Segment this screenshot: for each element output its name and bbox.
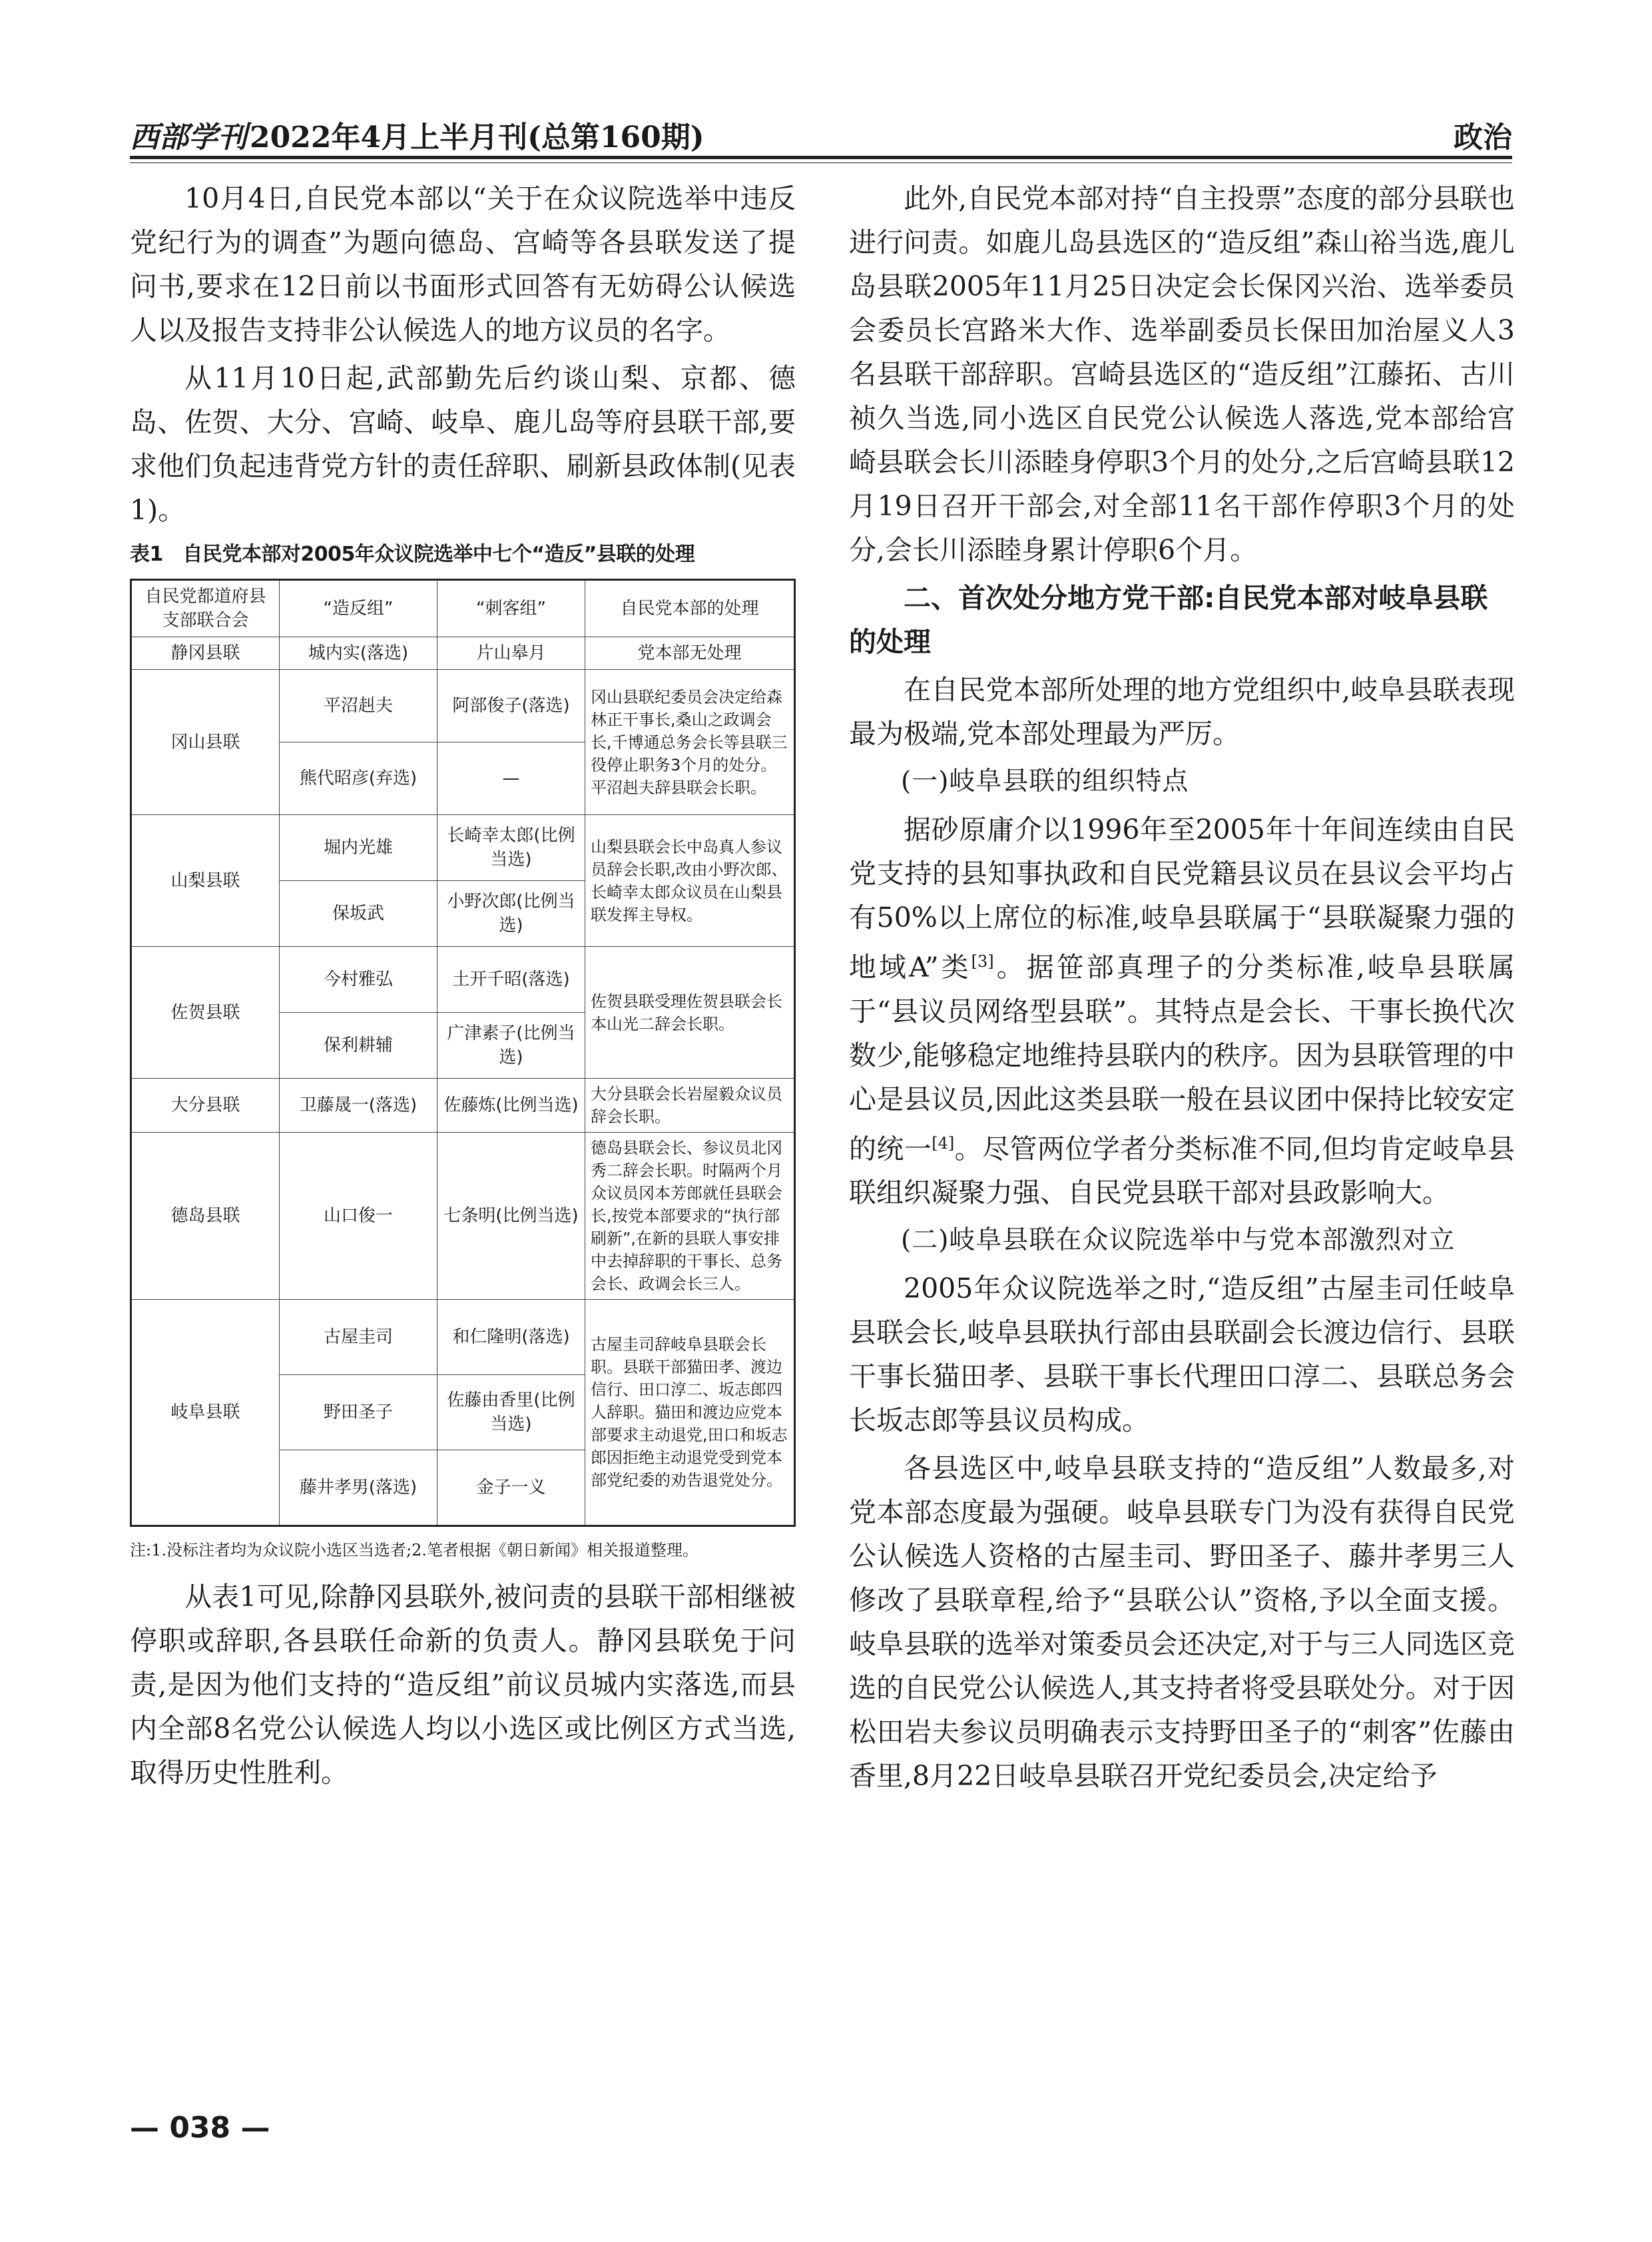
table-cell: 野田圣子 bbox=[280, 1375, 437, 1450]
table-cell: 土开千昭(落选) bbox=[437, 947, 585, 1013]
table-cell: 藤井孝男(落选) bbox=[280, 1450, 437, 1526]
paragraph: 各县选区中,岐阜县联支持的“造反组”人数最多,对党本部态度最为强硬。岐阜县联专门为没有获得自民党公认候选人资格的古屋圭司、野田圣子、藤井孝男三人修改了县联章程,给予“县联公认”资格,予以全面支援。岐阜县联的选举对策委员会还决定,对于与三人同选区竞选的自民党公认候选人,其支持者将受县联处分。对于因松田岩夫参议员明确表示支持野田圣子的“刺客”佐藤由香里,8月22日岐阜县联召开党纪委员会,决定给予 bbox=[849, 1452, 1515, 1793]
table-cell: — bbox=[437, 742, 585, 815]
table-cell: 和仁隆明(落选) bbox=[437, 1300, 585, 1375]
table-cell: 古屋圭司辞岐阜县联会长职。县联干部猫田孝、渡边信行、田口淳二、坂志郎四人辞职。猫田和渡边应党本部要求主动退党,田口和坂志郎因拒绝主动退党受到党本部党纪委的劝告退党处分。 bbox=[585, 1300, 795, 1526]
table-cell: 山梨县联 bbox=[131, 815, 280, 947]
table-cell: 大分县联会长岩屋毅众议员辞会长职。 bbox=[585, 1079, 795, 1133]
table-note: 注:1.没标注者均为众议院小选区当选者;2.笔者根据《朝日新闻》相关报道整理。 bbox=[130, 1541, 698, 1559]
table-cell: 古屋圭司 bbox=[280, 1300, 437, 1375]
table-cell: 片山皋月 bbox=[437, 637, 585, 670]
table-row bbox=[131, 1133, 795, 1300]
table-cell: 保利耕辅 bbox=[280, 1013, 437, 1079]
table-row bbox=[131, 670, 795, 742]
table-cell: 阿部俊子(落选) bbox=[437, 670, 585, 742]
table-row bbox=[131, 1300, 795, 1375]
table-cell: 七条明(比例当选) bbox=[437, 1133, 585, 1300]
table-1 bbox=[130, 579, 796, 1527]
header-rule-thin bbox=[130, 162, 1512, 163]
table-cell: 冈山县联纪委员会决定给森林正干事长,桑山之政调会长,千博通总务会长等县联三役停止职务3个月的处分。平沼赳夫辞县联会长职。 bbox=[585, 670, 795, 815]
paragraph: 从11月10日起,武部勤先后约谈山梨、京都、德岛、佐贺、大分、宫崎、岐阜、鹿儿岛等府县联干部,要求他们负起违背党方针的责任辞职、刷新县政体制(见表1)。 bbox=[130, 362, 796, 526]
table-cell: 小野次郎(比例当选) bbox=[437, 881, 585, 947]
table-cell: 金子一义 bbox=[437, 1450, 585, 1526]
table-cell: 佐贺县联受理佐贺县联会长本山光二辞会长职。 bbox=[585, 947, 795, 1079]
table-cell: 山口俊一 bbox=[280, 1133, 437, 1300]
table-header-row bbox=[131, 580, 795, 637]
table-cell: 党本部无处理 bbox=[585, 637, 795, 670]
table-cell: 德岛县联会长、参议员北冈秀二辞会长职。时隔两个月众议员冈本芳郎就任县联会长,按党本部要求的“执行部刷新”,在新的县联人事安排中去掉辞职的干事长、总务会长、政调会长三人。 bbox=[585, 1133, 795, 1300]
subsection-heading: (一)岐阜县联的组织特点 bbox=[901, 766, 1189, 796]
table-cell: 佐贺县联 bbox=[131, 947, 280, 1079]
table-cell: 长崎幸太郎(比例当选) bbox=[437, 815, 585, 881]
table-caption: 表1 自民党本部对2005年众议院选举中七个“造反”县联的处理 bbox=[130, 543, 695, 566]
table-cell: 山梨县联会长中岛真人参议员辞会长职,改由小野次郎、长崎幸太郎众议员在山梨县联发挥主导权。 bbox=[585, 815, 795, 947]
text-span: 。尽管两位学者分类标准不同,但均肯定岐阜县联组织凝聚力强、自民党县联干部对县政影响大。 bbox=[849, 1133, 1515, 1209]
table-cell: 广津素子(比例当选) bbox=[437, 1013, 585, 1079]
text-span: 。据笹部真理子的分类标准,岐阜县联属于“县议员网络型县联”。其特点是会长、干事长换代次数少,能够稳定地维持县联内的秩序。因为县联管理的中心是县议员,因此这类县联一般在县议团中保持比较安定的统一 bbox=[849, 951, 1515, 1165]
table-row bbox=[131, 1079, 795, 1133]
paragraph: 此外,自民党本部对持“自主投票”态度的部分县联也进行问责。如鹿儿岛县选区的“造反组”森山裕当选,鹿儿岛县联2005年11月25日决定会长保冈兴治、选举委员会委员长宫路米大作、选举副委员长保田加治屋义人3名县联干部辞职。宫崎县选区的“造反组”江藤拓、古川祯久当选,同小选区自民党公认候选人落选,党本部给宫崎县联会长川添睦身停职3个月的处分,之后宫崎县联12月19日召开干部会,对全部11名干部作停职3个月的处分,会长川添睦身累计停职6个月。 bbox=[849, 182, 1515, 566]
subsection-heading: (二)岐阜县联在众议院选举中与党本部激烈对立 bbox=[901, 1225, 1456, 1256]
table-cell: 冈山县联 bbox=[131, 670, 280, 815]
left-column bbox=[130, 176, 796, 1799]
table-cell: 平沼赳夫 bbox=[280, 670, 437, 742]
table-cell: 德岛县联 bbox=[131, 1133, 280, 1300]
table-row bbox=[131, 815, 795, 881]
section-label: 政治 bbox=[1454, 121, 1512, 154]
table-row bbox=[131, 947, 795, 1013]
table-cell: 大分县联 bbox=[131, 1079, 280, 1133]
table-header: “造反组” bbox=[280, 580, 437, 637]
table-cell: 佐藤由香里(比例当选) bbox=[437, 1375, 585, 1450]
table-header: “刺客组” bbox=[437, 580, 585, 637]
table-cell: 保坂武 bbox=[280, 881, 437, 947]
table-cell: 今村雅弘 bbox=[280, 947, 437, 1013]
citation-ref: [4] bbox=[932, 1133, 955, 1153]
citation-ref: [3] bbox=[971, 952, 994, 971]
paragraph: 从表1可见,除静冈县联外,被问责的县联干部相继被停职或辞职,各县联任命新的负责人。静冈县联免于问责,是因为他们支持的“造反组”前议员城内实落选,而县内全部8名党公认候选人均以小选区或比例区方式当选,取得历史性胜利。 bbox=[130, 1581, 796, 1789]
paragraph: 2005年众议院选举之时,“造反组”古屋圭司任岐阜县联会长,岐阜县联执行部由县联副会长渡边信行、县联干事长猫田孝、县联干事长代理田口淳二、县联总务会长坂志郎等县议员构成。 bbox=[849, 1272, 1515, 1437]
page-header bbox=[130, 107, 1512, 160]
table-header: 自民党本部的处理 bbox=[585, 580, 795, 637]
table-row bbox=[131, 637, 795, 670]
paragraph bbox=[849, 808, 1515, 1215]
table-cell: 熊代昭彦(弃选) bbox=[280, 742, 437, 815]
table-cell: 佐藤炼(比例当选) bbox=[437, 1079, 585, 1133]
right-column bbox=[849, 176, 1515, 1802]
table-cell: 静冈县联 bbox=[131, 637, 280, 670]
table-cell: 城内实(落选) bbox=[280, 637, 437, 670]
table-cell: 卫藤晟一(落选) bbox=[280, 1079, 437, 1133]
table-cell: 堀内光雄 bbox=[280, 815, 437, 881]
section-heading: 二、首次处分地方党干部:自民党本部对岐阜县联的处理 bbox=[849, 582, 1488, 658]
text-span: 据砂原庸介以1996年至2005年十年间连续由自民党支持的县知事执政和自民党籍县议员在县议会平均占有50%以上席位的标准,岐阜县联属于“县联凝聚力强的地域A”类 bbox=[849, 814, 1515, 983]
paragraph: 10月4日,自民党本部以“关于在众议院选举中违反党纪行为的调查”为题向德岛、宫崎等各县联发送了提问书,要求在12日前以书面形式回答有无妨碍公认候选人以及报告支持非公认候选人的地方议员的名字。 bbox=[130, 182, 796, 346]
issue-label: 2022年4月上半月刊(总第160期) bbox=[250, 121, 704, 154]
table-header: 自民党都道府县支部联合会 bbox=[131, 580, 280, 637]
paragraph: 在自民党本部所处理的地方党组织中,岐阜县联表现最为极端,党本部处理最为严厉。 bbox=[849, 674, 1515, 750]
header-rule bbox=[130, 156, 1512, 159]
journal-logo: 西部学刊 bbox=[130, 121, 247, 154]
journal-issue bbox=[130, 113, 704, 156]
page-number: — 038 — bbox=[130, 2111, 270, 2145]
table-cell: 岐阜县联 bbox=[131, 1300, 280, 1526]
